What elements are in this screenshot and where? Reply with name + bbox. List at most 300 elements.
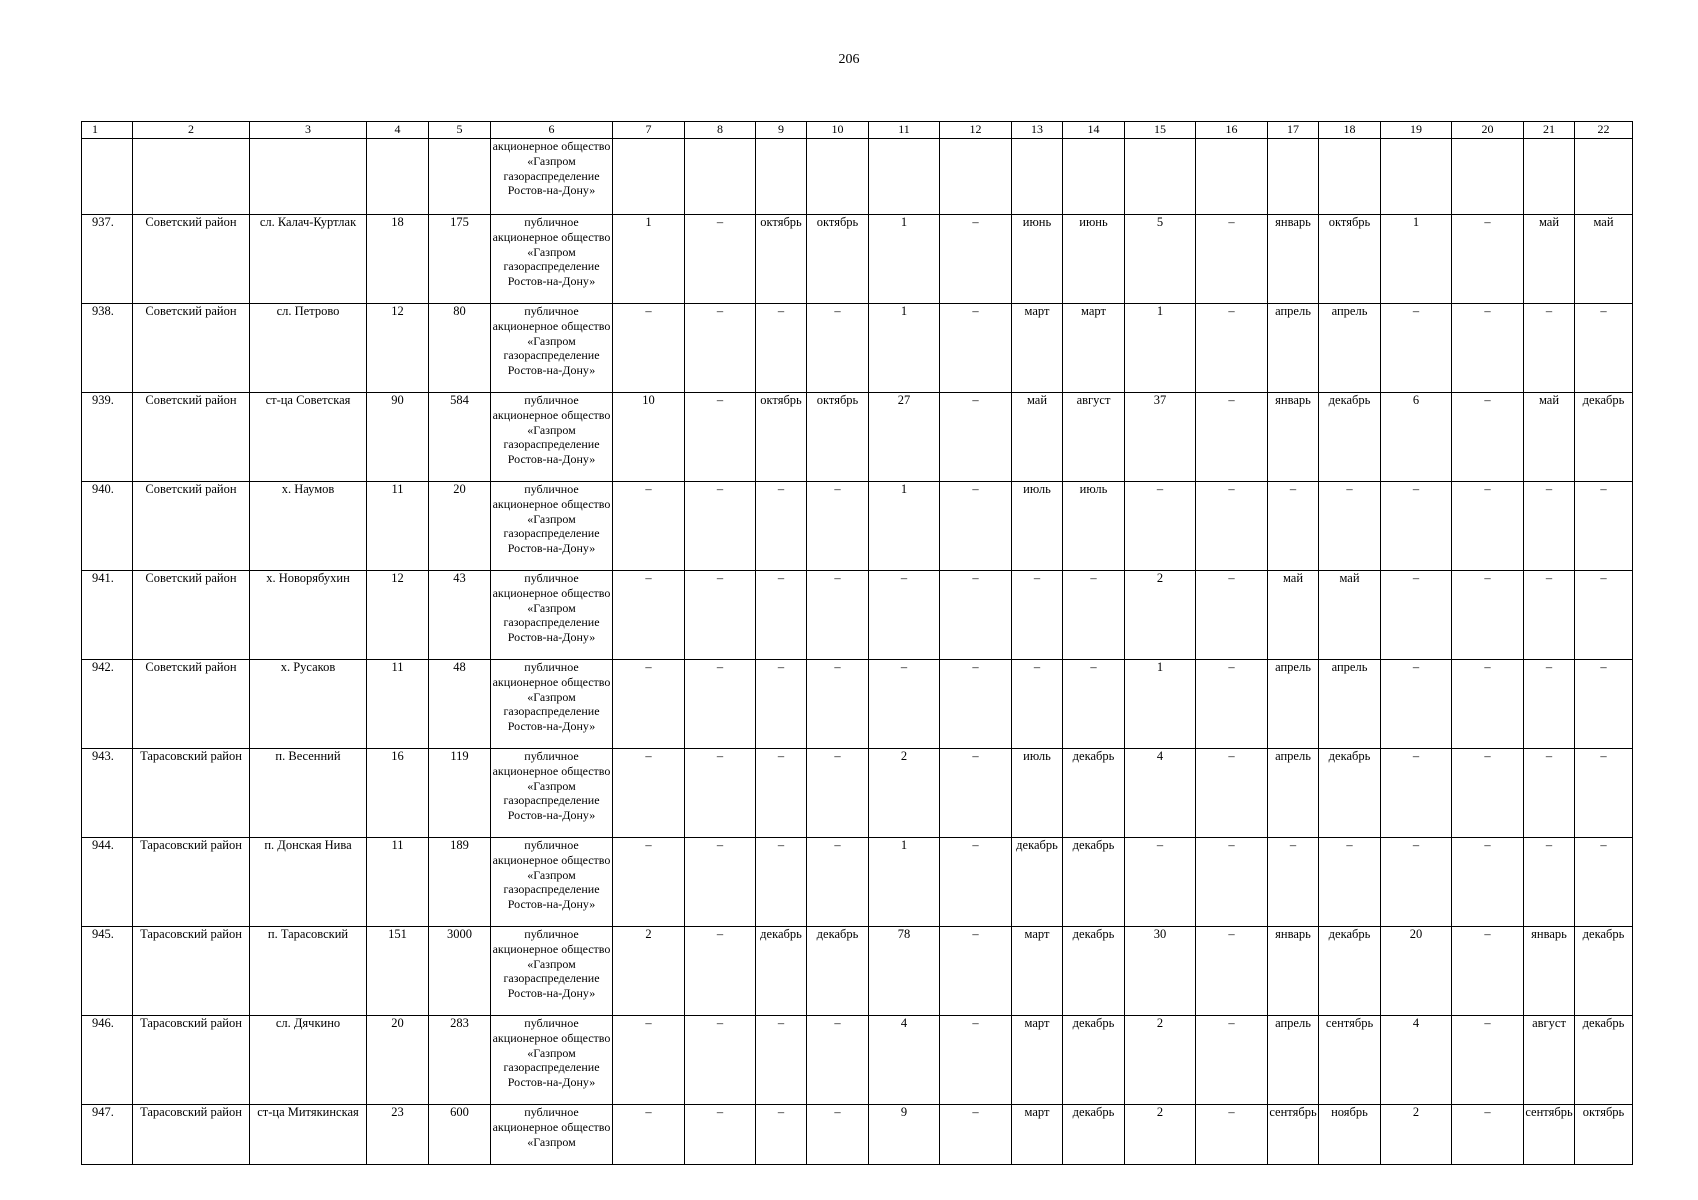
cell-col-19: – bbox=[1381, 838, 1452, 927]
cell-col-21: – bbox=[1524, 482, 1575, 571]
cell-col-17: май bbox=[1268, 571, 1319, 660]
cell-col-7 bbox=[613, 139, 685, 215]
cell-col-21: – bbox=[1524, 304, 1575, 393]
cell-col-19: 2 bbox=[1381, 1105, 1452, 1165]
cell-col-9: – bbox=[756, 838, 807, 927]
cell-col-22: декабрь bbox=[1575, 927, 1633, 1016]
cell-row-number: 947. bbox=[82, 1105, 133, 1165]
cell-col-22: декабрь bbox=[1575, 393, 1633, 482]
cell-col-20: – bbox=[1452, 838, 1524, 927]
cell-col-5: 189 bbox=[429, 838, 491, 927]
cell-col-5: 600 bbox=[429, 1105, 491, 1165]
table-row bbox=[82, 660, 1633, 749]
cell-col-13: март bbox=[1012, 304, 1063, 393]
cell-col-14: – bbox=[1063, 571, 1125, 660]
cell-col-21 bbox=[1524, 139, 1575, 215]
cell-organization: публичное акционерное общество «Газпром газораспределение Ростов-на-Дону» bbox=[491, 927, 613, 1016]
cell-col-5: 3000 bbox=[429, 927, 491, 1016]
cell-col-22: 22 bbox=[1575, 122, 1633, 139]
cell-col-17: январь bbox=[1268, 927, 1319, 1016]
cell-col-7: – bbox=[613, 749, 685, 838]
cell-col-11: 11 bbox=[869, 122, 940, 139]
table-row bbox=[82, 927, 1633, 1016]
cell-district: 2 bbox=[133, 122, 250, 139]
cell-col-4: 4 bbox=[367, 122, 429, 139]
cell-organization: публичное акционерное общество «Газпром bbox=[491, 1105, 613, 1165]
cell-organization: публичное акционерное общество «Газпром газораспределение Ростов-на-Дону» bbox=[491, 393, 613, 482]
cell-col-5: 584 bbox=[429, 393, 491, 482]
cell-col-15: 37 bbox=[1125, 393, 1196, 482]
cell-col-7: 10 bbox=[613, 393, 685, 482]
cell-col-17: январь bbox=[1268, 393, 1319, 482]
cell-col-15: – bbox=[1125, 482, 1196, 571]
cell-col-16: 16 bbox=[1196, 122, 1268, 139]
cell-col-4: 20 bbox=[367, 1016, 429, 1105]
cell-col-15: 1 bbox=[1125, 304, 1196, 393]
cell-col-16: – bbox=[1196, 1105, 1268, 1165]
cell-col-8: – bbox=[685, 215, 756, 304]
cell-col-10: 10 bbox=[807, 122, 869, 139]
cell-col-10: – bbox=[807, 1105, 869, 1165]
cell-settlement: сл. Калач-Куртлак bbox=[250, 215, 367, 304]
cell-row-number: 939. bbox=[82, 393, 133, 482]
cell-col-8: – bbox=[685, 1016, 756, 1105]
cell-col-13: май bbox=[1012, 393, 1063, 482]
cell-col-14: декабрь bbox=[1063, 1105, 1125, 1165]
cell-col-5: 283 bbox=[429, 1016, 491, 1105]
cell-district: Тарасовский район bbox=[133, 838, 250, 927]
cell-settlement: 3 bbox=[250, 122, 367, 139]
cell-settlement: ст-ца Митякинская bbox=[250, 1105, 367, 1165]
cell-col-19: – bbox=[1381, 571, 1452, 660]
cell-col-21: сентябрь bbox=[1524, 1105, 1575, 1165]
table-row bbox=[82, 215, 1633, 304]
cell-col-17 bbox=[1268, 139, 1319, 215]
cell-col-7: – bbox=[613, 660, 685, 749]
cell-col-19 bbox=[1381, 139, 1452, 215]
cell-col-11: 1 bbox=[869, 215, 940, 304]
cell-col-12: – bbox=[940, 571, 1012, 660]
cell-col-16: – bbox=[1196, 838, 1268, 927]
cell-col-9: – bbox=[756, 1016, 807, 1105]
cell-col-15: 5 bbox=[1125, 215, 1196, 304]
table-row bbox=[82, 838, 1633, 927]
cell-col-4: 12 bbox=[367, 304, 429, 393]
cell-col-12: – bbox=[940, 927, 1012, 1016]
cell-col-14: декабрь bbox=[1063, 1016, 1125, 1105]
cell-col-9: 9 bbox=[756, 122, 807, 139]
cell-col-8: – bbox=[685, 749, 756, 838]
cell-col-21: май bbox=[1524, 393, 1575, 482]
cell-col-19: 1 bbox=[1381, 215, 1452, 304]
cell-col-13: март bbox=[1012, 1016, 1063, 1105]
cell-col-12: – bbox=[940, 482, 1012, 571]
cell-col-10: – bbox=[807, 482, 869, 571]
cell-col-9: – bbox=[756, 749, 807, 838]
cell-col-18: ноябрь bbox=[1319, 1105, 1381, 1165]
cell-col-20: – bbox=[1452, 482, 1524, 571]
cell-col-18: – bbox=[1319, 482, 1381, 571]
cell-col-8: – bbox=[685, 660, 756, 749]
cell-col-8: – bbox=[685, 482, 756, 571]
cell-col-12: – bbox=[940, 393, 1012, 482]
cell-row-number: 945. bbox=[82, 927, 133, 1016]
cell-col-17: – bbox=[1268, 838, 1319, 927]
cell-district: Советский район bbox=[133, 571, 250, 660]
table-row bbox=[82, 393, 1633, 482]
cell-col-13: март bbox=[1012, 1105, 1063, 1165]
cell-row-number: 941. bbox=[82, 571, 133, 660]
cell-col-13: декабрь bbox=[1012, 838, 1063, 927]
cell-col-4: 90 bbox=[367, 393, 429, 482]
cell-col-22: – bbox=[1575, 838, 1633, 927]
cell-organization: публичное акционерное общество «Газпром газораспределение Ростов-на-Дону» bbox=[491, 838, 613, 927]
cell-col-20: – bbox=[1452, 1016, 1524, 1105]
table-row bbox=[82, 571, 1633, 660]
cell-col-17: апрель bbox=[1268, 1016, 1319, 1105]
cell-col-13: июль bbox=[1012, 482, 1063, 571]
cell-col-4: 11 bbox=[367, 838, 429, 927]
cell-col-10: октябрь bbox=[807, 215, 869, 304]
cell-col-22: май bbox=[1575, 215, 1633, 304]
cell-row-number: 943. bbox=[82, 749, 133, 838]
cell-col-10: декабрь bbox=[807, 927, 869, 1016]
cell-col-20: – bbox=[1452, 927, 1524, 1016]
cell-col-9: – bbox=[756, 571, 807, 660]
cell-col-14: июль bbox=[1063, 482, 1125, 571]
cell-organization: публичное акционерное общество «Газпром газораспределение Ростов-на-Дону» bbox=[491, 571, 613, 660]
cell-col-11: 1 bbox=[869, 482, 940, 571]
cell-col-20: – bbox=[1452, 1105, 1524, 1165]
cell-col-11: 1 bbox=[869, 838, 940, 927]
cell-organization: акционерное общество «Газпром газораспределение Ростов-на-Дону» bbox=[491, 139, 613, 215]
cell-col-16 bbox=[1196, 139, 1268, 215]
cell-col-20: – bbox=[1452, 571, 1524, 660]
cell-organization: 6 bbox=[491, 122, 613, 139]
cell-col-11: – bbox=[869, 571, 940, 660]
cell-col-22: октябрь bbox=[1575, 1105, 1633, 1165]
cell-col-5: 119 bbox=[429, 749, 491, 838]
cell-row-number: 1 bbox=[82, 122, 133, 139]
cell-col-15: 2 bbox=[1125, 571, 1196, 660]
cell-settlement: п. Донская Нива bbox=[250, 838, 367, 927]
cell-col-13: июнь bbox=[1012, 215, 1063, 304]
cell-district: Советский район bbox=[133, 482, 250, 571]
cell-col-18: сентябрь bbox=[1319, 1016, 1381, 1105]
cell-col-12: – bbox=[940, 1016, 1012, 1105]
cell-col-10 bbox=[807, 139, 869, 215]
cell-col-11 bbox=[869, 139, 940, 215]
cell-col-18: октябрь bbox=[1319, 215, 1381, 304]
cell-col-15 bbox=[1125, 139, 1196, 215]
cell-col-9 bbox=[756, 139, 807, 215]
cell-col-5: 20 bbox=[429, 482, 491, 571]
cell-col-15: 30 bbox=[1125, 927, 1196, 1016]
cell-col-13: июль bbox=[1012, 749, 1063, 838]
cell-col-8: – bbox=[685, 1105, 756, 1165]
cell-col-18: апрель bbox=[1319, 304, 1381, 393]
cell-col-17: апрель bbox=[1268, 749, 1319, 838]
cell-col-10: – bbox=[807, 749, 869, 838]
table-row bbox=[82, 304, 1633, 393]
cell-col-8: – bbox=[685, 927, 756, 1016]
cell-organization: публичное акционерное общество «Газпром газораспределение Ростов-на-Дону» bbox=[491, 749, 613, 838]
cell-col-7: – bbox=[613, 1016, 685, 1105]
cell-settlement: х. Русаков bbox=[250, 660, 367, 749]
cell-col-4: 12 bbox=[367, 571, 429, 660]
cell-col-18: декабрь bbox=[1319, 393, 1381, 482]
cell-organization: публичное акционерное общество «Газпром газораспределение Ростов-на-Дону» bbox=[491, 482, 613, 571]
cell-col-10: октябрь bbox=[807, 393, 869, 482]
cell-col-13 bbox=[1012, 139, 1063, 215]
cell-col-13: март bbox=[1012, 927, 1063, 1016]
cell-col-14: – bbox=[1063, 660, 1125, 749]
cell-col-15: 2 bbox=[1125, 1105, 1196, 1165]
cell-row-number: 940. bbox=[82, 482, 133, 571]
cell-col-15: 4 bbox=[1125, 749, 1196, 838]
cell-col-22: – bbox=[1575, 749, 1633, 838]
cell-col-12: – bbox=[940, 838, 1012, 927]
cell-col-8: – bbox=[685, 838, 756, 927]
cell-col-14: август bbox=[1063, 393, 1125, 482]
cell-district: Советский район bbox=[133, 393, 250, 482]
cell-col-12: – bbox=[940, 660, 1012, 749]
cell-col-8: – bbox=[685, 393, 756, 482]
cell-district: Советский район bbox=[133, 304, 250, 393]
cell-district: Советский район bbox=[133, 215, 250, 304]
cell-col-5 bbox=[429, 139, 491, 215]
cell-col-9: – bbox=[756, 1105, 807, 1165]
cell-col-11: – bbox=[869, 660, 940, 749]
cell-col-16: – bbox=[1196, 1016, 1268, 1105]
cell-col-21: 21 bbox=[1524, 122, 1575, 139]
cell-col-11: 9 bbox=[869, 1105, 940, 1165]
cell-col-9: октябрь bbox=[756, 215, 807, 304]
data-table bbox=[81, 121, 1633, 1165]
cell-col-16: – bbox=[1196, 304, 1268, 393]
cell-district: Тарасовский район bbox=[133, 1105, 250, 1165]
cell-col-4: 11 bbox=[367, 660, 429, 749]
cell-col-16: – bbox=[1196, 660, 1268, 749]
cell-col-17: 17 bbox=[1268, 122, 1319, 139]
cell-col-7: – bbox=[613, 1105, 685, 1165]
cell-row-number: 942. bbox=[82, 660, 133, 749]
cell-col-11: 4 bbox=[869, 1016, 940, 1105]
cell-col-18: 18 bbox=[1319, 122, 1381, 139]
cell-col-20: – bbox=[1452, 660, 1524, 749]
cell-col-18: – bbox=[1319, 838, 1381, 927]
cell-col-5: 80 bbox=[429, 304, 491, 393]
cell-col-19: 4 bbox=[1381, 1016, 1452, 1105]
cell-col-5: 175 bbox=[429, 215, 491, 304]
cell-col-19: – bbox=[1381, 660, 1452, 749]
cell-row-number bbox=[82, 139, 133, 215]
cell-col-19: – bbox=[1381, 749, 1452, 838]
cell-col-22: – bbox=[1575, 482, 1633, 571]
table-row bbox=[82, 1105, 1633, 1165]
cell-col-12: – bbox=[940, 1105, 1012, 1165]
cell-col-20: 20 bbox=[1452, 122, 1524, 139]
cell-col-8: – bbox=[685, 571, 756, 660]
cell-col-14: декабрь bbox=[1063, 749, 1125, 838]
cell-col-7: – bbox=[613, 304, 685, 393]
cell-col-4: 11 bbox=[367, 482, 429, 571]
cell-col-7: 1 bbox=[613, 215, 685, 304]
cell-col-4: 16 bbox=[367, 749, 429, 838]
cell-col-22: – bbox=[1575, 304, 1633, 393]
cell-col-21: январь bbox=[1524, 927, 1575, 1016]
cell-col-18 bbox=[1319, 139, 1381, 215]
cell-col-22: – bbox=[1575, 660, 1633, 749]
cell-col-16: – bbox=[1196, 571, 1268, 660]
cell-col-13: – bbox=[1012, 571, 1063, 660]
cell-col-14 bbox=[1063, 139, 1125, 215]
cell-col-17: апрель bbox=[1268, 304, 1319, 393]
cell-district: Тарасовский район bbox=[133, 749, 250, 838]
cell-row-number: 938. bbox=[82, 304, 133, 393]
cell-col-5: 5 bbox=[429, 122, 491, 139]
cell-col-11: 1 bbox=[869, 304, 940, 393]
cell-settlement: сл. Дячкино bbox=[250, 1016, 367, 1105]
cell-settlement: п. Тарасовский bbox=[250, 927, 367, 1016]
cell-col-12: 12 bbox=[940, 122, 1012, 139]
cell-col-21: май bbox=[1524, 215, 1575, 304]
cell-district: Тарасовский район bbox=[133, 927, 250, 1016]
cell-col-13: 13 bbox=[1012, 122, 1063, 139]
cell-col-16: – bbox=[1196, 749, 1268, 838]
cell-col-20: – bbox=[1452, 215, 1524, 304]
cell-col-15: 15 bbox=[1125, 122, 1196, 139]
table-row-continuation bbox=[82, 139, 1633, 215]
cell-col-19: 20 bbox=[1381, 927, 1452, 1016]
cell-col-21: – bbox=[1524, 749, 1575, 838]
cell-col-11: 78 bbox=[869, 927, 940, 1016]
cell-col-14: июнь bbox=[1063, 215, 1125, 304]
cell-col-15: 2 bbox=[1125, 1016, 1196, 1105]
cell-col-21: – bbox=[1524, 838, 1575, 927]
cell-col-9: декабрь bbox=[756, 927, 807, 1016]
page-number: 206 bbox=[838, 52, 860, 67]
cell-organization: публичное акционерное общество «Газпром газораспределение Ростов-на-Дону» bbox=[491, 1016, 613, 1105]
cell-settlement: сл. Петрово bbox=[250, 304, 367, 393]
cell-col-20 bbox=[1452, 139, 1524, 215]
cell-settlement: ст-ца Советская bbox=[250, 393, 367, 482]
cell-col-10: – bbox=[807, 1016, 869, 1105]
cell-settlement: х. Новорябухин bbox=[250, 571, 367, 660]
cell-col-21: – bbox=[1524, 660, 1575, 749]
cell-col-9: – bbox=[756, 304, 807, 393]
cell-row-number: 946. bbox=[82, 1016, 133, 1105]
cell-col-4: 151 bbox=[367, 927, 429, 1016]
cell-col-21: – bbox=[1524, 571, 1575, 660]
cell-col-20: – bbox=[1452, 393, 1524, 482]
cell-col-9: – bbox=[756, 660, 807, 749]
cell-col-9: октябрь bbox=[756, 393, 807, 482]
cell-col-13: – bbox=[1012, 660, 1063, 749]
cell-col-12: – bbox=[940, 304, 1012, 393]
cell-col-17: январь bbox=[1268, 215, 1319, 304]
cell-col-7: – bbox=[613, 482, 685, 571]
cell-district: Советский район bbox=[133, 660, 250, 749]
cell-row-number: 937. bbox=[82, 215, 133, 304]
cell-col-22: – bbox=[1575, 571, 1633, 660]
cell-col-4: 18 bbox=[367, 215, 429, 304]
cell-col-17: – bbox=[1268, 482, 1319, 571]
cell-col-7: – bbox=[613, 838, 685, 927]
cell-col-7: 7 bbox=[613, 122, 685, 139]
cell-col-11: 2 bbox=[869, 749, 940, 838]
cell-col-10: – bbox=[807, 571, 869, 660]
cell-col-22: декабрь bbox=[1575, 1016, 1633, 1105]
cell-district: Тарасовский район bbox=[133, 1016, 250, 1105]
cell-col-10: – bbox=[807, 660, 869, 749]
cell-col-17: апрель bbox=[1268, 660, 1319, 749]
cell-settlement: х. Наумов bbox=[250, 482, 367, 571]
cell-col-19: 6 bbox=[1381, 393, 1452, 482]
header-row bbox=[82, 122, 1633, 139]
cell-col-14: март bbox=[1063, 304, 1125, 393]
cell-col-14: декабрь bbox=[1063, 838, 1125, 927]
cell-col-19: – bbox=[1381, 482, 1452, 571]
cell-col-12: – bbox=[940, 749, 1012, 838]
cell-row-number: 944. bbox=[82, 838, 133, 927]
cell-col-16: – bbox=[1196, 927, 1268, 1016]
cell-col-18: апрель bbox=[1319, 660, 1381, 749]
cell-col-14: 14 bbox=[1063, 122, 1125, 139]
cell-col-16: – bbox=[1196, 393, 1268, 482]
cell-col-12: – bbox=[940, 215, 1012, 304]
cell-col-10: – bbox=[807, 304, 869, 393]
cell-col-11: 27 bbox=[869, 393, 940, 482]
cell-col-20: – bbox=[1452, 304, 1524, 393]
cell-col-15: 1 bbox=[1125, 660, 1196, 749]
cell-col-19: 19 bbox=[1381, 122, 1452, 139]
cell-col-21: август bbox=[1524, 1016, 1575, 1105]
cell-col-10: – bbox=[807, 838, 869, 927]
cell-col-16: – bbox=[1196, 215, 1268, 304]
cell-col-18: декабрь bbox=[1319, 927, 1381, 1016]
cell-col-20: – bbox=[1452, 749, 1524, 838]
cell-col-5: 43 bbox=[429, 571, 491, 660]
cell-col-22 bbox=[1575, 139, 1633, 215]
cell-col-12 bbox=[940, 139, 1012, 215]
cell-col-8 bbox=[685, 139, 756, 215]
cell-settlement: п. Весенний bbox=[250, 749, 367, 838]
table-row bbox=[82, 482, 1633, 571]
cell-col-8: 8 bbox=[685, 122, 756, 139]
table-row bbox=[82, 749, 1633, 838]
cell-organization: публичное акционерное общество «Газпром газораспределение Ростов-на-Дону» bbox=[491, 215, 613, 304]
cell-col-8: – bbox=[685, 304, 756, 393]
cell-col-4 bbox=[367, 139, 429, 215]
table-row bbox=[82, 1016, 1633, 1105]
cell-col-17: сентябрь bbox=[1268, 1105, 1319, 1165]
cell-settlement bbox=[250, 139, 367, 215]
cell-col-18: май bbox=[1319, 571, 1381, 660]
cell-col-7: – bbox=[613, 571, 685, 660]
cell-district bbox=[133, 139, 250, 215]
cell-col-5: 48 bbox=[429, 660, 491, 749]
cell-col-4: 23 bbox=[367, 1105, 429, 1165]
cell-col-19: – bbox=[1381, 304, 1452, 393]
cell-organization: публичное акционерное общество «Газпром газораспределение Ростов-на-Дону» bbox=[491, 660, 613, 749]
cell-organization: публичное акционерное общество «Газпром газораспределение Ростов-на-Дону» bbox=[491, 304, 613, 393]
cell-col-14: декабрь bbox=[1063, 927, 1125, 1016]
cell-col-7: 2 bbox=[613, 927, 685, 1016]
cell-col-18: декабрь bbox=[1319, 749, 1381, 838]
cell-col-9: – bbox=[756, 482, 807, 571]
cell-col-16: – bbox=[1196, 482, 1268, 571]
